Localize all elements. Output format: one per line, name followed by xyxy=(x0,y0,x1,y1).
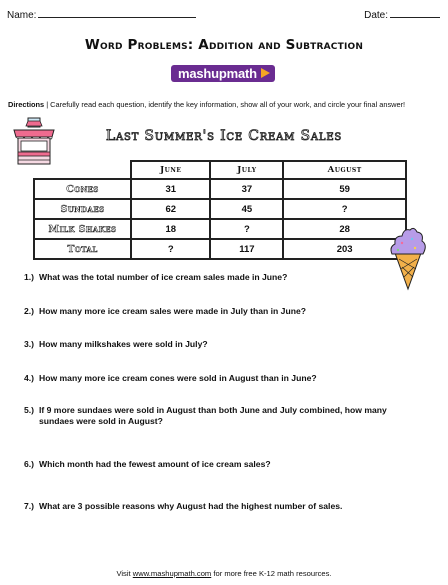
play-icon xyxy=(261,68,270,78)
table-cell: 37 xyxy=(210,179,283,199)
question-text: What are 3 possible reasons why August had the highest number of sales. xyxy=(39,501,343,511)
table-cell: ? xyxy=(131,239,210,259)
question-text: What was the total number of ice cream sales made in June? xyxy=(39,272,288,282)
table-row xyxy=(34,239,406,259)
question-3 xyxy=(24,339,428,350)
worksheet-title: Word Problems: Addition and Subtraction xyxy=(84,37,364,53)
question-text: Which month had the fewest amount of ice cream sales? xyxy=(39,459,271,469)
table-cell: 203 xyxy=(283,239,406,259)
footer-prefix: Visit xyxy=(116,569,133,578)
question-text: How many more ice cream cones were sold in August than in June? xyxy=(39,373,317,383)
date-field[interactable] xyxy=(364,9,440,21)
question-text: How many milkshakes were sold in July? xyxy=(39,339,208,349)
question-number: 2.) xyxy=(24,306,35,316)
column-header: August xyxy=(283,161,406,179)
name-field[interactable] xyxy=(7,9,196,21)
table-header-row xyxy=(34,161,406,179)
question-number: 6.) xyxy=(24,459,35,469)
name-blank[interactable] xyxy=(38,9,196,18)
question-number: 4.) xyxy=(24,373,35,383)
mashupmath-logo xyxy=(171,65,275,82)
column-header: June xyxy=(131,161,210,179)
table-cell: 62 xyxy=(131,199,210,219)
question-4 xyxy=(24,373,428,384)
row-label: Sundaes xyxy=(34,199,131,219)
table-cell: 28 xyxy=(283,219,406,239)
table-corner-cell xyxy=(34,161,131,179)
date-label: Date: xyxy=(364,10,388,21)
footer xyxy=(0,569,448,578)
question-number: 1.) xyxy=(24,272,35,282)
table-row xyxy=(34,179,406,199)
table-cell: ? xyxy=(210,219,283,239)
table-title: Last Summer's Ice Cream Sales xyxy=(105,128,343,144)
date-blank[interactable] xyxy=(390,9,440,18)
question-number: 3.) xyxy=(24,339,35,349)
question-number: 5.) xyxy=(24,405,35,415)
question-6 xyxy=(24,459,428,470)
directions-label: Directions xyxy=(8,100,45,109)
question-7 xyxy=(24,501,428,512)
table-cell: 31 xyxy=(131,179,210,199)
logo-text: mashupmath xyxy=(178,66,257,81)
table-cell: 45 xyxy=(210,199,283,219)
table-cell: 59 xyxy=(283,179,406,199)
table-row xyxy=(34,219,406,239)
question-2 xyxy=(24,306,428,317)
table-cell: ? xyxy=(283,199,406,219)
question-text: If 9 more sundaes were sold in August than both June and July combined, how many xyxy=(39,405,387,415)
question-1 xyxy=(24,272,428,283)
column-header: July xyxy=(210,161,283,179)
directions xyxy=(8,100,440,109)
footer-suffix: for more free K-12 math resources. xyxy=(211,569,332,578)
row-label: Cones xyxy=(34,179,131,199)
name-label: Name: xyxy=(7,10,37,21)
question-number: 7.) xyxy=(24,501,35,511)
question-text-continued: sundaes were sold in August? xyxy=(39,416,163,426)
table-cell: 117 xyxy=(210,239,283,259)
footer-link[interactable]: www.mashupmath.com xyxy=(132,569,212,578)
question-5 xyxy=(24,405,428,427)
table-row xyxy=(34,199,406,219)
directions-text: | Carefully read each question, identify the key information, show all of your work, and circle your final answer! xyxy=(44,100,406,109)
question-text: How many more ice cream sales were made in July than in June? xyxy=(39,306,306,316)
row-label: Total xyxy=(34,239,131,259)
table-cell: 18 xyxy=(131,219,210,239)
sales-table xyxy=(33,160,407,260)
row-label: Milk Shakes xyxy=(34,219,131,239)
